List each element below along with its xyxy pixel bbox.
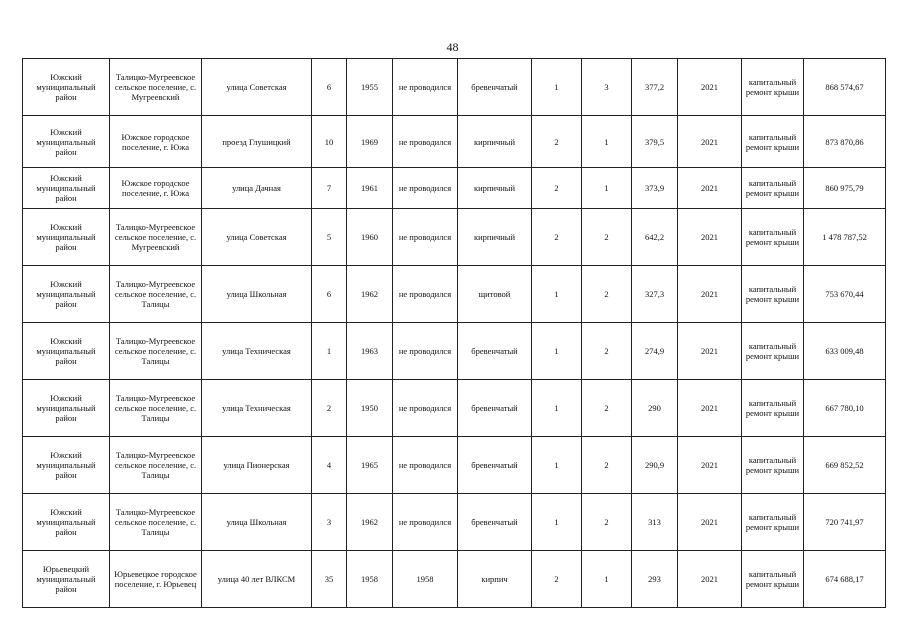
cell-district: Южский муниципальный район <box>23 437 110 494</box>
cell-floors: 1 <box>532 494 582 551</box>
cell-last-repair: не проводился <box>393 266 458 323</box>
cell-entrances: 2 <box>582 266 632 323</box>
housing-registry-table <box>22 58 886 608</box>
cell-cost: 873 870,86 <box>804 116 886 168</box>
cell-year-built: 1969 <box>347 116 393 168</box>
cell-house-number: 7 <box>312 168 347 209</box>
cell-work-type: капитальный ремонт крыши <box>742 266 804 323</box>
cell-work-type: капитальный ремонт крыши <box>742 323 804 380</box>
cell-floors: 2 <box>532 209 582 266</box>
cell-cost: 1 478 787,52 <box>804 209 886 266</box>
cell-settlement: Талицко-Мугреевское сельское поселение, с. Мугреевский <box>110 59 202 116</box>
cell-work-type: капитальный ремонт крыши <box>742 380 804 437</box>
cell-cost: 720 741,97 <box>804 494 886 551</box>
cell-district: Южский муниципальный район <box>23 380 110 437</box>
cell-year-built: 1955 <box>347 59 393 116</box>
cell-year-built: 1960 <box>347 209 393 266</box>
cell-settlement: Талицко-Мугреевское сельское поселение, с. Талицы <box>110 494 202 551</box>
cell-settlement: Талицко-Мугреевское сельское поселение, с. Мугреевский <box>110 209 202 266</box>
cell-year-built: 1950 <box>347 380 393 437</box>
cell-plan-year: 2021 <box>678 168 742 209</box>
cell-year-built: 1965 <box>347 437 393 494</box>
cell-area: 290 <box>632 380 678 437</box>
cell-floors: 1 <box>532 437 582 494</box>
cell-street: улица Советская <box>202 59 312 116</box>
cell-plan-year: 2021 <box>678 116 742 168</box>
cell-settlement: Талицко-Мугреевское сельское поселение, с. Талицы <box>110 437 202 494</box>
cell-district: Южский муниципальный район <box>23 323 110 380</box>
cell-district: Южский муниципальный район <box>23 494 110 551</box>
cell-floors: 1 <box>532 266 582 323</box>
cell-floors: 2 <box>532 551 582 608</box>
cell-cost: 669 852,52 <box>804 437 886 494</box>
cell-work-type: капитальный ремонт крыши <box>742 437 804 494</box>
cell-floors: 2 <box>532 168 582 209</box>
cell-area: 373,9 <box>632 168 678 209</box>
cell-year-built: 1958 <box>347 551 393 608</box>
cell-cost: 860 975,79 <box>804 168 886 209</box>
cell-entrances: 2 <box>582 209 632 266</box>
cell-last-repair: не проводился <box>393 437 458 494</box>
cell-house-number: 4 <box>312 437 347 494</box>
cell-floors: 1 <box>532 323 582 380</box>
cell-street: улица Дачная <box>202 168 312 209</box>
cell-plan-year: 2021 <box>678 437 742 494</box>
cell-cost: 633 009,48 <box>804 323 886 380</box>
cell-street: улица Советская <box>202 209 312 266</box>
cell-floors: 1 <box>532 380 582 437</box>
cell-entrances: 3 <box>582 59 632 116</box>
cell-area: 274,9 <box>632 323 678 380</box>
cell-wall-material: бревенчатый <box>458 494 532 551</box>
table-row <box>23 437 886 494</box>
cell-entrances: 2 <box>582 323 632 380</box>
cell-district: Юрьевецкий муниципальный район <box>23 551 110 608</box>
cell-district: Южский муниципальный район <box>23 209 110 266</box>
cell-district: Южский муниципальный район <box>23 266 110 323</box>
cell-area: 293 <box>632 551 678 608</box>
cell-entrances: 1 <box>582 168 632 209</box>
cell-year-built: 1962 <box>347 494 393 551</box>
cell-last-repair: не проводился <box>393 59 458 116</box>
page-number: 48 <box>446 40 459 54</box>
cell-district: Южский муниципальный район <box>23 116 110 168</box>
table-row <box>23 551 886 608</box>
cell-work-type: капитальный ремонт крыши <box>742 494 804 551</box>
cell-wall-material: кирпич <box>458 551 532 608</box>
cell-plan-year: 2021 <box>678 380 742 437</box>
cell-entrances: 2 <box>582 437 632 494</box>
cell-area: 313 <box>632 494 678 551</box>
cell-plan-year: 2021 <box>678 494 742 551</box>
cell-street: улица Пионерская <box>202 437 312 494</box>
cell-house-number: 35 <box>312 551 347 608</box>
cell-street: улица 40 лет ВЛКСМ <box>202 551 312 608</box>
cell-settlement: Юрьевецкое городское поселение, г. Юрьевец <box>110 551 202 608</box>
cell-street: улица Техническая <box>202 380 312 437</box>
cell-area: 327,3 <box>632 266 678 323</box>
cell-last-repair: не проводился <box>393 168 458 209</box>
cell-last-repair: не проводился <box>393 494 458 551</box>
cell-year-built: 1963 <box>347 323 393 380</box>
table-row <box>23 209 886 266</box>
cell-wall-material: кирпичный <box>458 116 532 168</box>
cell-wall-material: щитовой <box>458 266 532 323</box>
cell-entrances: 2 <box>582 494 632 551</box>
cell-area: 377,2 <box>632 59 678 116</box>
table-row <box>23 59 886 116</box>
cell-cost: 667 780,10 <box>804 380 886 437</box>
cell-floors: 1 <box>532 59 582 116</box>
cell-plan-year: 2021 <box>678 59 742 116</box>
cell-work-type: капитальный ремонт крыши <box>742 551 804 608</box>
cell-house-number: 3 <box>312 494 347 551</box>
table-row <box>23 323 886 380</box>
cell-plan-year: 2021 <box>678 209 742 266</box>
cell-area: 290,9 <box>632 437 678 494</box>
cell-wall-material: бревенчатый <box>458 323 532 380</box>
table-row <box>23 380 886 437</box>
cell-work-type: капитальный ремонт крыши <box>742 209 804 266</box>
cell-last-repair: не проводился <box>393 209 458 266</box>
cell-floors: 2 <box>532 116 582 168</box>
cell-house-number: 10 <box>312 116 347 168</box>
cell-year-built: 1961 <box>347 168 393 209</box>
cell-house-number: 5 <box>312 209 347 266</box>
cell-wall-material: кирпичный <box>458 209 532 266</box>
cell-house-number: 2 <box>312 380 347 437</box>
cell-area: 642,2 <box>632 209 678 266</box>
cell-street: улица Школьная <box>202 494 312 551</box>
cell-plan-year: 2021 <box>678 323 742 380</box>
cell-street: улица Техническая <box>202 323 312 380</box>
table-row <box>23 266 886 323</box>
cell-wall-material: бревенчатый <box>458 59 532 116</box>
cell-plan-year: 2021 <box>678 551 742 608</box>
cell-entrances: 1 <box>582 551 632 608</box>
cell-street: проезд Глушицкий <box>202 116 312 168</box>
cell-house-number: 1 <box>312 323 347 380</box>
cell-work-type: капитальный ремонт крыши <box>742 168 804 209</box>
cell-plan-year: 2021 <box>678 266 742 323</box>
cell-area: 379,5 <box>632 116 678 168</box>
cell-cost: 674 688,17 <box>804 551 886 608</box>
cell-settlement: Талицко-Мугреевское сельское поселение, с. Талицы <box>110 323 202 380</box>
cell-work-type: капитальный ремонт крыши <box>742 59 804 116</box>
cell-wall-material: кирпичный <box>458 168 532 209</box>
table-row <box>23 116 886 168</box>
cell-house-number: 6 <box>312 59 347 116</box>
cell-cost: 868 574,67 <box>804 59 886 116</box>
cell-district: Южский муниципальный район <box>23 168 110 209</box>
table-row <box>23 494 886 551</box>
cell-entrances: 2 <box>582 380 632 437</box>
cell-district: Южский муниципальный район <box>23 59 110 116</box>
cell-entrances: 1 <box>582 116 632 168</box>
cell-settlement: Южское городское поселение, г. Южа <box>110 168 202 209</box>
cell-cost: 753 670,44 <box>804 266 886 323</box>
cell-last-repair: 1958 <box>393 551 458 608</box>
cell-wall-material: бревенчатый <box>458 380 532 437</box>
cell-last-repair: не проводился <box>393 116 458 168</box>
cell-last-repair: не проводился <box>393 380 458 437</box>
cell-street: улица Школьная <box>202 266 312 323</box>
cell-settlement: Талицко-Мугреевское сельское поселение, с. Талицы <box>110 266 202 323</box>
cell-last-repair: не проводился <box>393 323 458 380</box>
cell-year-built: 1962 <box>347 266 393 323</box>
cell-wall-material: бревенчатый <box>458 437 532 494</box>
cell-house-number: 6 <box>312 266 347 323</box>
cell-work-type: капитальный ремонт крыши <box>742 116 804 168</box>
table-row <box>23 168 886 209</box>
cell-settlement: Талицко-Мугреевское сельское поселение, с. Талицы <box>110 380 202 437</box>
cell-settlement: Южское городское поселение, г. Южа <box>110 116 202 168</box>
